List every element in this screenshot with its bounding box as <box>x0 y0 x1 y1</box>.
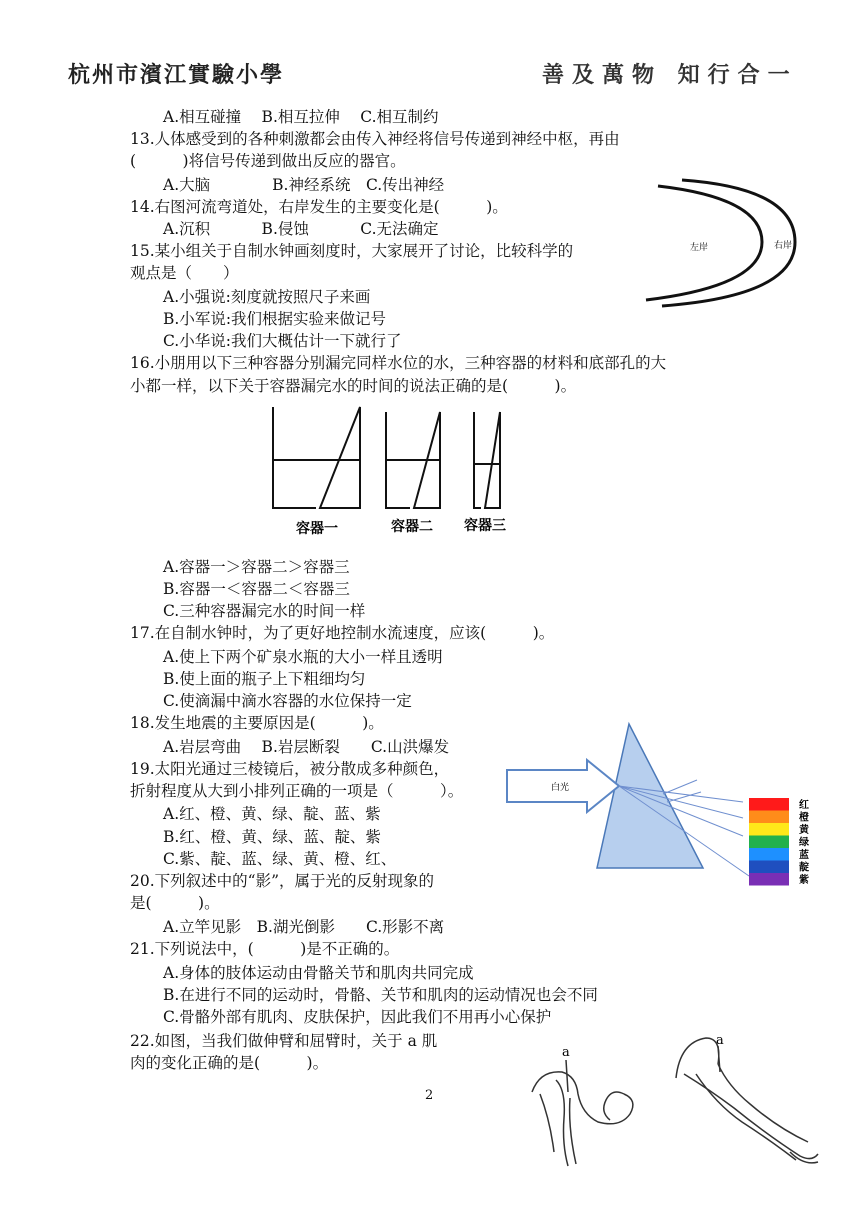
container-one <box>273 407 360 508</box>
q21-option-a: A.身体的肢体运动由骨骼关节和肌肉共同完成 <box>163 964 474 982</box>
spectrum-band-4 <box>749 836 789 849</box>
container-three-label: 容器三 <box>464 518 506 534</box>
q17-option-c: C.使滴漏中滴水容器的水位保持一定 <box>163 692 412 710</box>
q15-text: 15.某小组关于自制水钟画刻度时，大家展开了讨论，比较科学的 <box>130 242 574 260</box>
q16-option-b: B.容器一＜容器二＜容器三 <box>163 580 350 598</box>
q14-text: 14.右图河流弯道处，右岸发生的主要变化是( )。 <box>130 198 508 216</box>
q19-text: 19.太阳光通过三棱镜后，被分散成多种颜色， <box>130 760 450 778</box>
container-one-label: 容器一 <box>296 521 338 537</box>
containers-diagram <box>266 402 516 542</box>
q14-options: A.沉积 B.侵蚀 C.无法确定 <box>163 220 439 238</box>
q12-options: A.相互碰撞 B.相互拉伸 C.相互制约 <box>163 108 439 126</box>
q21-text: 21.下列说法中，( )是不正确的。 <box>130 940 400 958</box>
spectrum-label-6: 靛 <box>799 862 809 874</box>
q19-option-b: B.红、橙、黄、绿、蓝、靛、紫 <box>163 828 381 846</box>
page-number: 2 <box>425 1088 434 1103</box>
flexed-arm-sketch <box>532 1060 633 1166</box>
spectrum-band-2 <box>749 811 789 824</box>
river-bend-diagram <box>640 178 820 308</box>
q20-text-2: 是( )。 <box>130 894 220 912</box>
spectrum-band-7 <box>749 873 789 886</box>
spectrum-label-5: 蓝 <box>799 850 809 861</box>
q16-option-a: A.容器一＞容器二＞容器三 <box>163 558 350 576</box>
q21-option-c: C.骨骼外部有肌肉、皮肤保护，因此我们不用再小心保护 <box>163 1008 552 1026</box>
q19-option-c: C.紫、靛、蓝、绿、黄、橙、红、 <box>163 850 397 868</box>
muscle-a-label-left: a <box>562 1045 570 1060</box>
q22-text: 22.如图，当我们做伸臂和屈臂时，关于 a 肌 <box>130 1032 438 1050</box>
spectrum-band-6 <box>749 861 789 874</box>
q13-options: A.大脑 B.神经系统 C.传出神经 <box>163 176 445 194</box>
q16-text-2: 小都一样，以下关于容器漏完水的时间的说法正确的是( )。 <box>130 377 577 395</box>
q20-options: A.立竿见影 B.湖光倒影 C.形影不离 <box>163 918 445 936</box>
spectrum-label-3: 黄 <box>799 825 809 836</box>
school-name: 杭州市濱江實驗小學 <box>68 62 285 88</box>
spectrum-label-2: 橙 <box>799 812 809 824</box>
spectrum-band-1 <box>749 798 789 811</box>
right-bank-label: 右岸 <box>774 241 793 251</box>
container-three <box>474 412 500 508</box>
spectrum-band-5 <box>749 848 789 861</box>
container-two-label: 容器二 <box>391 519 433 535</box>
q13-text: 13.人体感受到的各种刺激都会由传入神经将信号传递到神经中枢，再由 <box>130 130 620 148</box>
white-light-label: 白光 <box>551 783 570 793</box>
spectrum-label-7: 紫 <box>799 875 809 886</box>
q15-option-a: A.小强说:刻度就按照尺子来画 <box>163 288 371 306</box>
q18-text: 18.发生地震的主要原因是( )。 <box>130 714 384 732</box>
q19-text-2: 折射程度从大到小排列正确的一项是（ ）。 <box>130 782 464 800</box>
school-motto: 善及萬物 知行合一 <box>542 62 798 88</box>
q15-option-c: C.小华说:我们大概估计一下就行了 <box>163 332 402 350</box>
q17-text: 17.在自制水钟时，为了更好地控制水流速度，应该( )。 <box>130 624 555 642</box>
q18-options: A.岩层弯曲 B.岩层断裂 C.山洪爆发 <box>163 738 450 756</box>
arm-muscle-diagram <box>520 1034 820 1174</box>
q20-text: 20.下列叙述中的“影”，属于光的反射现象的 <box>130 872 434 890</box>
q19-option-a: A.红、橙、黄、绿、靛、蓝、紫 <box>163 805 381 823</box>
spectrum-label-1: 红 <box>799 800 809 811</box>
container-two <box>386 412 440 508</box>
muscle-a-label-right: a <box>716 1033 724 1048</box>
left-bank-label: 左岸 <box>690 243 709 253</box>
prism-diagram <box>505 718 825 886</box>
spectrum <box>749 798 810 886</box>
q17-option-b: B.使上面的瓶子上下粗细均匀 <box>163 670 366 688</box>
spectrum-band-3 <box>749 823 789 836</box>
q16-option-c: C.三种容器漏完水的时间一样 <box>163 602 366 620</box>
q15-text-2: 观点是（ ） <box>130 264 239 282</box>
q16-text: 16.小朋用以下三种容器分别漏完同样水位的水，三种容器的材料和底部孔的大 <box>130 354 667 372</box>
extended-arm-sketch <box>676 1038 818 1163</box>
spectrum-label-4: 绿 <box>799 837 809 849</box>
q13-text-2: ( )将信号传递到做出反应的器官。 <box>130 152 406 170</box>
q21-option-b: B.在进行不同的运动时，骨骼、关节和肌肉的运动情况也会不同 <box>163 986 598 1004</box>
q15-option-b: B.小军说:我们根据实验来做记号 <box>163 310 387 328</box>
q22-text-2: 肉的变化正确的是( )。 <box>130 1054 329 1072</box>
q17-option-a: A.使上下两个矿泉水瓶的大小一样且透明 <box>163 648 443 666</box>
